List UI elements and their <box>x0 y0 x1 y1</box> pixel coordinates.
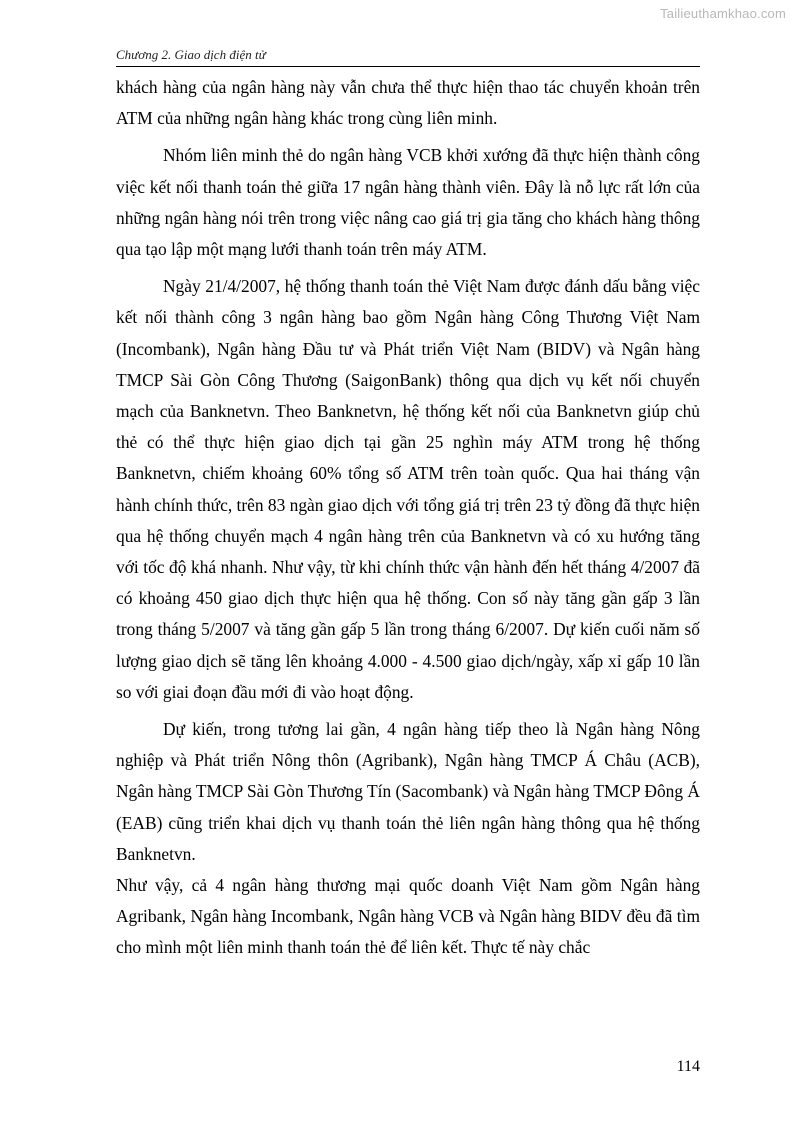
paragraph-conclusion: Như vậy, cả 4 ngân hàng thương mại quốc doanh Việt Nam gồm Ngân hàng Agribank, Ngân hàng Incombank, Ngân hàng VCB và Ngân hàng BIDV đều đã tìm cho mình một liên minh thanh toán thẻ để liên kết. Thực tế này chắc <box>116 875 700 958</box>
paragraph-banknetvn: Ngày 21/4/2007, hệ thống thanh toán thẻ Việt Nam được đánh dấu bằng việc kết nối thành công 3 ngân hàng bao gồm Ngân hàng Công Thương Việt Nam (Incombank), Ngân hàng Đầu tư và Phát triển Việt Nam (BIDV) và Ngân hàng TMCP Sài Gòn Công Thương (SaigonBank) thông qua dịch vụ kết nối chuyển mạch của Banknetvn. Theo Banknetvn, hệ thống kết nối của Banknetvn giúp chủ thẻ có thể thực hiện giao dịch tại gần 25 nghìn máy ATM trong hệ thống Banknetvn, chiếm khoảng 60% tổng số ATM trên toàn quốc. Qua hai tháng vận hành chính thức, trên 83 ngàn giao dịch với tổng giá trị trên 23 tỷ đồng đã thực hiện qua hệ thống chuyển mạch 4 ngân hàng trên của Banknetvn và có xu hướng tăng với tốc độ khá nhanh. Như vậy, từ khi chính thức vận hành đến hết tháng 4/2007 đã có khoảng 450 giao dịch thực hiện qua hệ thống. Con số này tăng gần gấp 3 lần trong tháng 5/2007 và tăng gần gấp 5 lần trong tháng 6/2007. Dự kiến cuối năm số lượng giao dịch sẽ tăng lên khoảng 4.000 - 4.500 giao dịch/ngày, xấp xỉ gấp 10 lần so với giai đoạn đầu mới đi vào hoạt động. <box>116 276 700 702</box>
paragraph-future-banks: Dự kiến, trong tương lai gần, 4 ngân hàng tiếp theo là Ngân hàng Nông nghiệp và Phát triển Nông thôn (Agribank), Ngân hàng TMCP Á Châu (ACB), Ngân hàng TMCP Sài Gòn Thương Tín (Sacombank) và Ngân hàng TMCP Đông Á (EAB) cũng triển khai dịch vụ thanh toán thẻ liên ngân hàng thông qua hệ thống Banknetvn. <box>116 719 700 864</box>
paragraph-continued: khách hàng của ngân hàng này vẫn chưa thể thực hiện thao tác chuyển khoản trên ATM của những ngân hàng khác trong cùng liên minh. <box>116 77 700 129</box>
chapter-header: Chương 2. Giao dịch điện tử <box>116 47 700 67</box>
watermark: Tailieuthamkhao.com <box>660 6 786 21</box>
page-number: 114 <box>676 1058 700 1075</box>
document-body <box>116 72 700 964</box>
paragraph-vcb-alliance: Nhóm liên minh thẻ do ngân hàng VCB khởi xướng đã thực hiện thành công việc kết nối thanh toán thẻ giữa 17 ngân hàng thành viên. Đây là nỗ lực rất lớn của những ngân hàng nói trên trong việc nâng cao giá trị gia tăng cho khách hàng thông qua tạo lập một mạng lưới thanh toán trên máy ATM. <box>116 145 700 260</box>
